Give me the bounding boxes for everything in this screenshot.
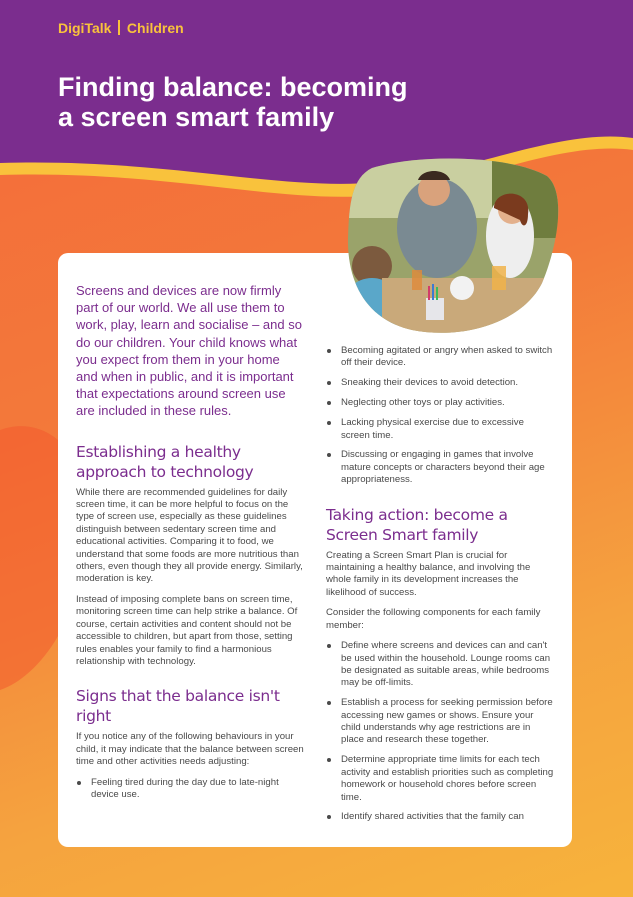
list-item: Lacking physical exercise due to excessive screen time. [326, 417, 554, 442]
plan-components-list [326, 640, 554, 824]
page-title-line-2: a screen smart family [58, 102, 335, 132]
brand-divider [118, 20, 120, 35]
signs-list-continued [326, 345, 554, 487]
right-column [326, 345, 554, 831]
left-column [76, 282, 304, 809]
list-item: Define where screens and devices can and can't be used within the household. Lounge rooms can be designated as suitable areas, while bedrooms may be off-limits. [326, 640, 554, 690]
paragraph: Instead of imposing complete bans on screen time, monitoring screen time can help strike a balance. Of course, certain activities and content should not be accessible to children, but apart from those, setting rules enables your family to find a harmonious relationship with technology. [76, 593, 298, 667]
list-item: Feeling tired during the day due to late-night device use. [76, 777, 304, 802]
signs-list [76, 777, 304, 802]
page-title [58, 72, 478, 132]
list-item: Determine appropriate time limits for each tech activity and establish priorities such as completing homework or household chores before screen time. [326, 754, 554, 804]
list-item: Discussing or engaging in games that involve mature concepts or characters beyond their age appropriateness. [326, 449, 554, 486]
section-heading-balance-signs: Signs that the balance isn't right [76, 687, 280, 726]
list-item: Identify shared activities that the family can [326, 811, 554, 823]
list-item: Neglecting other toys or play activities. [326, 397, 554, 409]
family-photo-image [342, 158, 560, 336]
brand-label [58, 20, 184, 36]
section-heading-healthy-approach: Establishing a healthy approach to technology [76, 442, 254, 481]
list-item: Sneaking their devices to avoid detection. [326, 377, 554, 389]
paragraph: Consider the following components for each family member: [326, 607, 541, 631]
intro-paragraph: Screens and devices are now firmly part of our world. We all use them to work, play, learn and socialise – and so do our children. Your child knows what you expect from them in your home and when in public, and it is important that expectations around screen use are included in these rules. [76, 283, 302, 419]
page-title-line-1: Finding balance: becoming [58, 72, 408, 102]
section-name: Children [126, 20, 184, 36]
paragraph: If you notice any of the following behaviours in your child, it may indicate that the balance between screen time and other activities needs adjusting: [76, 731, 304, 768]
list-item: Becoming agitated or angry when asked to switch off their device. [326, 345, 554, 370]
paragraph: While there are recommended guidelines for daily screen time, it can be more helpful to focus on the type of screen use, especially as these guidelines distinguish between sedentary screen time and educational activities. Comparing it to food, we understand that some foods are more nutritious than others, even though they all provide energy. Similarly, moderation is key. [76, 486, 303, 585]
brand-name: DigiTalk [58, 20, 112, 36]
list-item: Establish a process for seeking permission before accessing new games or shows. Ensure your child understands why age restrictions are in place and research these together. [326, 697, 554, 747]
paragraph: Creating a Screen Smart Plan is crucial for maintaining a healthy balance, and involving the whole family in its development increases the likelihood of success. [326, 549, 531, 598]
section-heading-taking-action: Taking action: become a Screen Smart family [326, 505, 508, 544]
